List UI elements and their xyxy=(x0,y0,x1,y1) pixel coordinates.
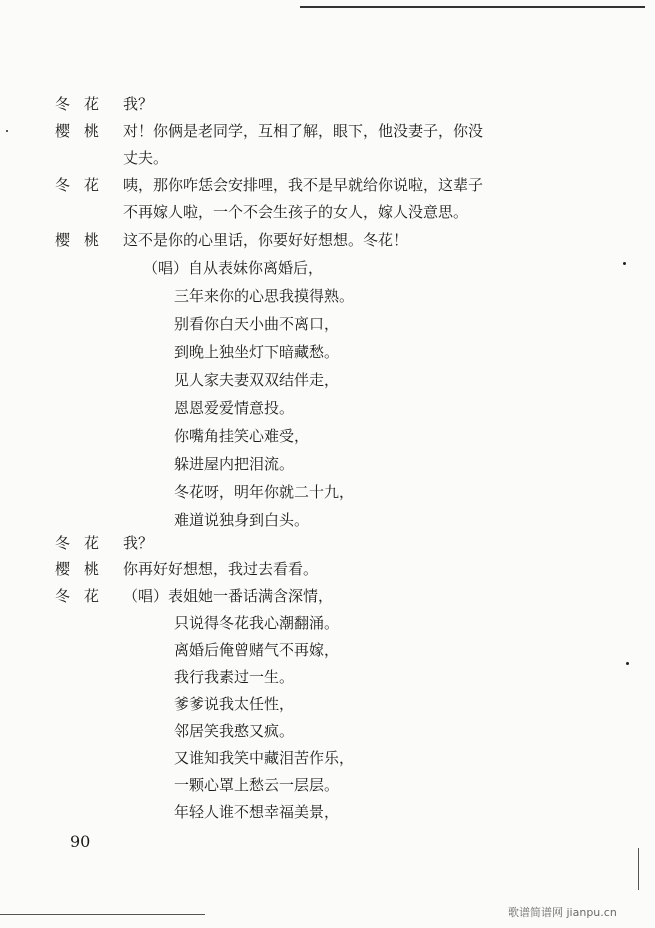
dialogue-text: 又谁知我笑中藏泪苦作乐， xyxy=(174,749,355,767)
speaker-name: 樱桃 xyxy=(55,122,114,140)
dialogue-text: 咦，那你咋恁会安排哩，我不是早就给你说啦，这辈子 xyxy=(123,176,484,194)
dialogue-text: 到晚上独坐灯下暗藏愁。 xyxy=(174,343,340,361)
dialogue-text: 丈夫。 xyxy=(123,149,169,167)
dialogue-text: 我行我素过一生。 xyxy=(174,668,295,686)
ink-speck xyxy=(626,662,629,665)
dialogue-text: 见人家夫妻双双结伴走， xyxy=(174,371,340,389)
dialogue-text: 难道说独身到白头。 xyxy=(174,511,310,529)
speaker-name: 冬花 xyxy=(55,95,114,113)
dialogue-text: 对！你俩是老同学，互相了解，眼下，他没妻子，你没 xyxy=(123,122,484,140)
page-number: 90 xyxy=(70,832,91,851)
dialogue-text: 你再好好想想，我过去看看。 xyxy=(123,560,319,578)
dialogue-text: 冬花呀，明年你就二十九， xyxy=(174,483,355,501)
dialogue-text: 不再嫁人啦，一个不会生孩子的女人，嫁人没意思。 xyxy=(123,203,469,221)
speaker-name: 冬花 xyxy=(55,534,114,552)
dialogue-text: 别看你白天小曲不离口， xyxy=(174,315,340,333)
dialogue-text: （唱）自从表妹你离婚后， xyxy=(143,259,324,277)
dialogue-text: 躲进屋内把泪流。 xyxy=(174,455,295,473)
dialogue-text: 我？ xyxy=(123,95,154,113)
ink-speck xyxy=(6,130,8,132)
ink-speck xyxy=(623,262,626,265)
dialogue-text: 你嘴角挂笑心难受， xyxy=(174,427,310,445)
speaker-name: 冬花 xyxy=(55,176,114,194)
dialogue-text: 恩恩爱爱情意投。 xyxy=(174,399,295,417)
dialogue-text: 只说得冬花我心潮翻涌。 xyxy=(174,614,340,632)
dialogue-text: 邻居笑我憨又疯。 xyxy=(174,722,295,740)
dialogue-text: 这不是你的心里话，你要好好想想。冬花！ xyxy=(123,231,409,249)
speaker-name: 樱桃 xyxy=(55,231,114,249)
dialogue-text: 三年来你的心思我摸得熟。 xyxy=(174,287,355,305)
dialogue-text: 离婚后俺曾赌气不再嫁， xyxy=(174,641,340,659)
dialogue-text: （唱）表姐她一番话满含深情， xyxy=(123,587,334,605)
dialogue-text: 年轻人谁不想幸福美景， xyxy=(174,803,340,821)
dialogue-text: 一颗心罩上愁云一层层。 xyxy=(174,776,340,794)
watermark: 歌谱简谱网 jianpu.cn xyxy=(508,906,617,919)
speaker-name: 樱桃 xyxy=(55,560,114,578)
top-rule xyxy=(300,6,645,8)
side-rule xyxy=(638,848,639,890)
dialogue-text: 我？ xyxy=(123,534,154,552)
bottom-rule xyxy=(0,914,205,915)
speaker-name: 冬花 xyxy=(55,587,114,605)
dialogue-text: 爹爹说我太任性， xyxy=(174,695,295,713)
